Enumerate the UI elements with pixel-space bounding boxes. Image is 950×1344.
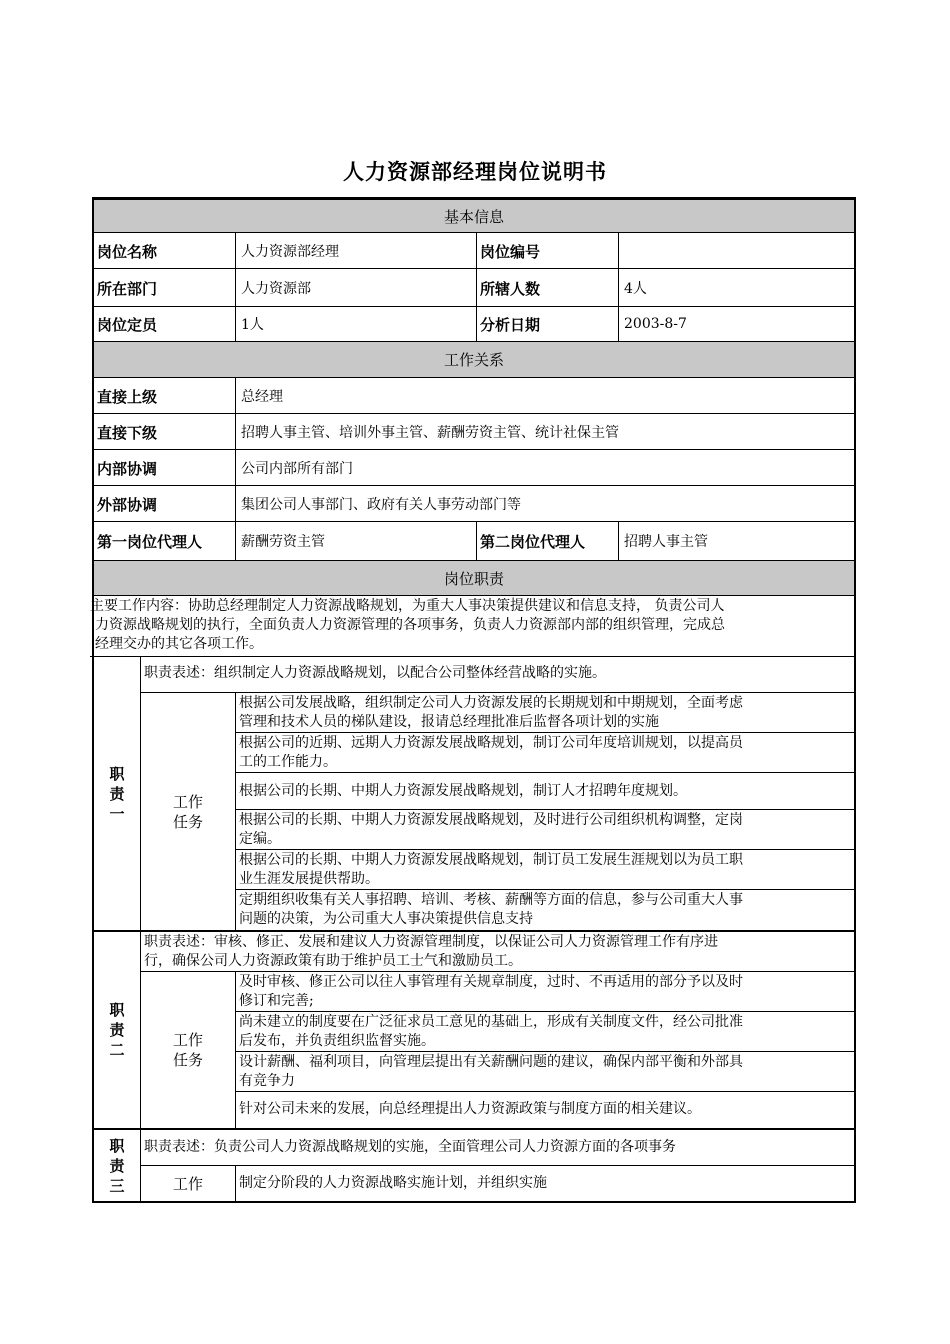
duty-2-label-char3: 二 xyxy=(109,1041,125,1059)
d1-t1-l2: 管理和技术人员的梯队建设，报请总经理批准后监督各项计划的实施 xyxy=(239,714,659,730)
duty-3-desc: 职责表述：负责公司人力资源战略规划的实施，全面管理公司人力资源方面的各项事务 xyxy=(140,1130,854,1166)
d1-t4-l1: 根据公司的长期、中期人力资源发展战略规划，及时进行公司组织机构调整，定岗 xyxy=(239,812,743,828)
date-value: 2003-8-7 xyxy=(618,307,854,341)
agent2-value: 招聘人事主管 xyxy=(618,522,854,560)
duty-1-task-2 xyxy=(236,733,855,773)
dept-value: 人力资源部 xyxy=(235,269,476,307)
internal-value: 公司内部所有部门 xyxy=(235,450,854,486)
d1-t3-l1: 根据公司的长期、中期人力资源发展战略规划，制订人才招聘年度规划。 xyxy=(239,783,687,799)
d1-t2-l1: 根据公司的近期、远期人力资源发展战略规划，制订公司年度培训规划，以提高员 xyxy=(239,735,743,751)
subordinates-label: 所辖人数 xyxy=(476,269,618,307)
duty-block-1 xyxy=(94,657,854,932)
agent2-label: 第二岗位代理人 xyxy=(476,522,618,560)
date-label: 分析日期 xyxy=(476,307,618,341)
duty-3-task-label: 工作 xyxy=(140,1166,235,1201)
superior-label: 直接上级 xyxy=(97,387,158,406)
duty-2-task-1 xyxy=(236,972,855,1012)
duty-2-task-4 xyxy=(236,1092,855,1128)
internal-label: 内部协调 xyxy=(97,459,158,478)
duty-1-label-char3: 一 xyxy=(109,804,125,823)
d1-t2-l2: 工的工作能力。 xyxy=(239,754,337,770)
duty-1-task-label xyxy=(140,693,235,930)
duty-1-task-1 xyxy=(236,693,855,733)
duty-2-label-char2: 责 xyxy=(109,1021,125,1039)
basic-row-1 xyxy=(94,233,854,269)
duty-2-task-label xyxy=(140,972,235,1128)
duty-1-tasks xyxy=(235,693,854,930)
subordinate-label: 直接下级 xyxy=(97,423,158,442)
relation-row-superior xyxy=(94,378,854,414)
duty-1-label-char2: 责 xyxy=(109,784,125,803)
relation-row-agents xyxy=(94,522,854,560)
duty-1-task-4 xyxy=(236,810,855,850)
external-value: 集团公司人事部门、政府有关人事劳动部门等 xyxy=(235,486,854,522)
main-content-line-1: 主要工作内容：协助总经理制定人力资源战略规划，为重大人事决策提供建议和信息支持， 负责公司人 xyxy=(90,598,725,614)
duty-3-label xyxy=(94,1130,140,1201)
post-name-label: 岗位名称 xyxy=(97,242,158,261)
duty-block-2 xyxy=(94,932,854,1130)
d2-t3-l1: 设计薪酬、福利项目，向管理层提出有关薪酬问题的建议，确保内部平衡和外部具 xyxy=(239,1054,743,1070)
main-content xyxy=(90,597,854,657)
agent1-value: 薪酬劳资主管 xyxy=(235,522,476,560)
post-no-label: 岗位编号 xyxy=(476,233,618,269)
duty-1-label xyxy=(94,657,140,930)
d1-t1-l1: 根据公司发展战略，组织制定公司人力资源发展的长期规划和中期规划，全面考虑 xyxy=(239,695,743,711)
basic-row-2 xyxy=(94,269,854,307)
duty-1-desc: 职责表述：组织制定人力资源战略规划，以配合公司整体经营战略的实施。 xyxy=(140,657,854,693)
basic-row-3 xyxy=(94,307,854,341)
d2-t3-l2: 有竞争力 xyxy=(239,1073,295,1089)
quota-value: 1人 xyxy=(235,307,476,341)
quota-label: 岗位定员 xyxy=(97,315,158,334)
subordinates-value: 4人 xyxy=(618,269,854,307)
superior-value: 总经理 xyxy=(235,378,854,414)
d2-t1-l1: 及时审核、修正公司以往人事管理有关规章制度，过时、不再适用的部分予以及时 xyxy=(239,974,743,990)
duty-1-task-6 xyxy=(236,890,855,930)
duty-2-tasks xyxy=(235,972,854,1128)
duty-3-label-char1: 职 xyxy=(109,1136,125,1155)
subordinate-value: 招聘人事主管、培训外事主管、薪酬劳资主管、统计社保主管 xyxy=(235,414,854,450)
external-label: 外部协调 xyxy=(97,495,158,514)
dept-label: 所在部门 xyxy=(97,279,158,298)
duty-2-task-label-2: 任务 xyxy=(172,1051,203,1069)
section-header-relations: 工作关系 xyxy=(94,341,854,378)
duty-1-task-label-1: 工作 xyxy=(172,792,203,811)
duty-2-label xyxy=(94,932,140,1128)
main-content-line-2: 力资源战略规划的执行，全面负责人力资源管理的各项事务，负责人力资源部内部的组织管理，完成总 xyxy=(95,617,725,633)
d1-t4-l2: 定编。 xyxy=(239,831,281,847)
page-title: 人力资源部经理岗位说明书 xyxy=(343,160,607,184)
d1-t6-l2: 问题的决策，为公司重大人事决策提供信息支持 xyxy=(239,911,533,927)
section-header-basic: 基本信息 xyxy=(94,199,854,233)
d2-t4-l1: 针对公司未来的发展，向总经理提出人力资源政策与制度方面的相关建议。 xyxy=(239,1101,701,1117)
relation-row-subordinate xyxy=(94,414,854,450)
d1-t5-l2: 业生涯发展提供帮助。 xyxy=(239,871,379,887)
duty-2-task-label-1: 工作 xyxy=(172,1031,203,1049)
d1-t6-l1: 定期组织收集有关人事招聘、培训、考核、薪酬等方面的信息，参与公司重大人事 xyxy=(239,892,743,908)
d2-t1-l2: 修订和完善; xyxy=(239,993,314,1009)
main-content-line-3: 经理交办的其它各项工作。 xyxy=(95,636,263,652)
duty-2-task-2 xyxy=(236,1012,855,1052)
duty-2-task-3 xyxy=(236,1052,855,1092)
duty-1-task-3 xyxy=(236,773,855,810)
duty-3-task-1: 制定分阶段的人力资源战略实施计划，并组织实施 xyxy=(235,1166,854,1201)
post-no-value xyxy=(618,233,854,269)
duty-block-3 xyxy=(94,1130,854,1201)
section-header-duties: 岗位职责 xyxy=(94,560,854,596)
job-description-table xyxy=(92,197,856,1203)
duty-2-label-char1: 职 xyxy=(109,1001,125,1019)
d1-t5-l1: 根据公司的长期、中期人力资源发展战略规划，制订员工发展生涯规划以为员工职 xyxy=(239,852,743,868)
post-name-value: 人力资源部经理 xyxy=(235,233,476,269)
d2-t2-l2: 后发布，并负责组织监督实施。 xyxy=(239,1033,435,1049)
duty-1-task-label-2: 任务 xyxy=(172,812,203,831)
agent1-label: 第一岗位代理人 xyxy=(97,532,203,551)
duty-1-task-5 xyxy=(236,850,855,890)
relation-row-external xyxy=(94,486,854,522)
d2-t2-l1: 尚未建立的制度要在广泛征求员工意见的基础上，形成有关制度文件，经公司批准 xyxy=(239,1014,743,1030)
duty-3-label-char2: 责 xyxy=(109,1156,125,1175)
d2-desc-l2: 行，确保公司人力资源政策有助于维护员工士气和激励员工。 xyxy=(144,953,522,969)
duty-1-label-char1: 职 xyxy=(109,764,125,783)
relation-row-internal xyxy=(94,450,854,486)
d2-desc-l1: 职责表述：审核、修正、发展和建议人力资源管理制度，以保证公司人力资源管理工作有序进 xyxy=(144,934,718,950)
duty-2-desc xyxy=(140,932,854,972)
duty-3-label-char3: 三 xyxy=(109,1176,125,1195)
